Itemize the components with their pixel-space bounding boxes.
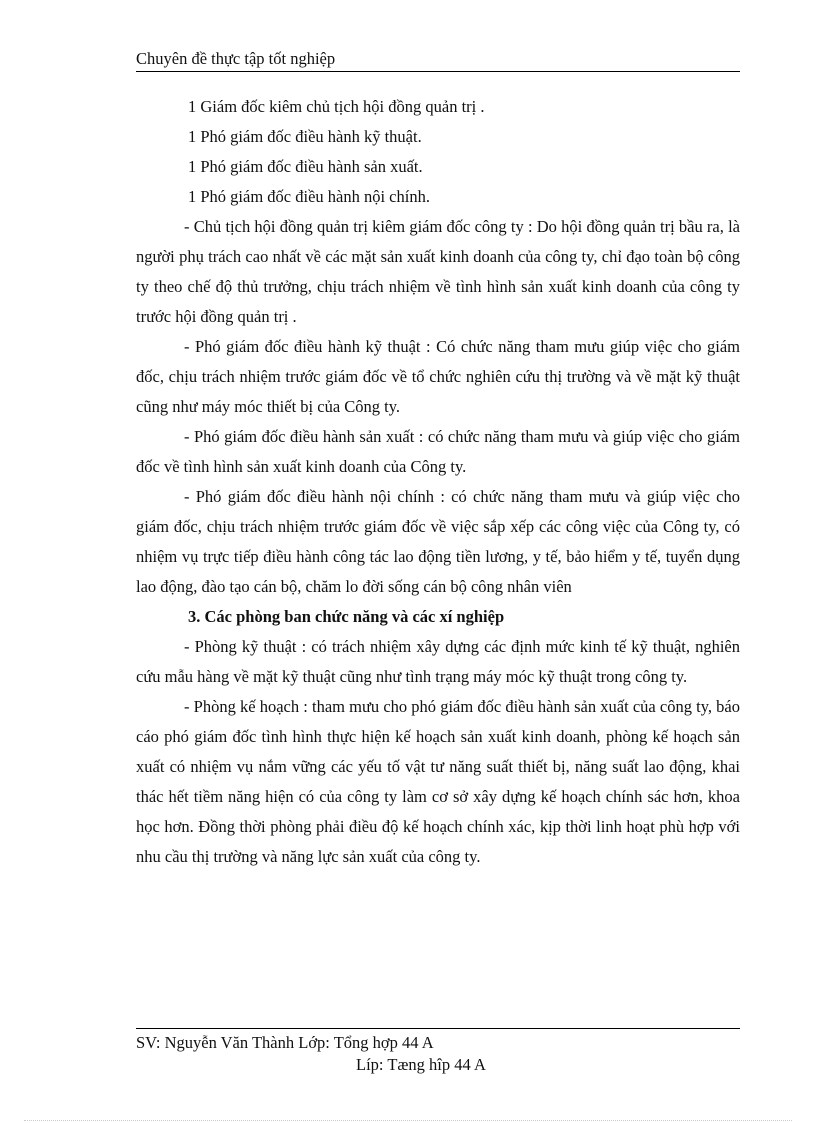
list-item: 1 Giám đốc kiêm chủ tịch hội đồng quản trị .	[188, 97, 485, 116]
page-header	[136, 48, 740, 72]
header-title: Chuyên đề thực tập tốt nghiệp	[136, 49, 336, 68]
document-body	[136, 92, 740, 872]
list-item: 1 Phó giám đốc điều hành sản xuất.	[188, 157, 423, 176]
footer-student-line: SV: Nguyễn Văn Thành Lớp: Tổng hợp 44 A	[136, 1033, 434, 1052]
paragraph-technical-department: - Phòng kỹ thuật : có trách nhiệm xây dựng các định mức kinh tế kỹ thuật, nghiên cứu mẫu hàng về mặt kỹ thuật cũng như tình trạng máy móc kỹ thuật trong công ty.	[136, 637, 740, 686]
paragraph-production-director: - Phó giám đốc điều hành sản xuất : có chức năng tham mưu và giúp việc cho giám đốc về tình hình sản xuất kinh doanh của Công ty.	[136, 427, 740, 476]
paragraph-internal-affairs-director: - Phó giám đốc điều hành nội chính : có chức năng tham mưu và giúp việc cho giám đốc, chịu trách nhiệm trước giám đốc về việc sắp xếp các công việc của Công ty, có nhiệm vụ trực tiếp điều hành công tác lao động tiền lương, y tế, bảo hiểm y tế, tuyển dụng lao động, đào tạo cán bộ, chăm lo đời sống cán bộ công nhân viên	[136, 487, 740, 596]
list-item: 1 Phó giám đốc điều hành nội chính.	[188, 187, 430, 206]
paragraph-chairman: - Chủ tịch hội đồng quản trị kiêm giám đốc công ty : Do hội đồng quản trị bầu ra, là người phụ trách cao nhất về các mặt sản xuất kinh doanh của công ty, chỉ đạo toàn bộ công ty theo chế độ thủ trưởng, chịu trách nhiệm về tình hình sản xuất kinh doanh của công ty trước hội đồng quản trị .	[136, 217, 740, 326]
page-footer	[136, 1028, 740, 1076]
paragraph-technical-director: - Phó giám đốc điều hành kỹ thuật : Có chức năng tham mưu giúp việc cho giám đốc, chịu trách nhiệm trước giám đốc về tổ chức nghiên cứu thị trường và về mặt kỹ thuật cũng như máy móc thiết bị của Công ty.	[136, 337, 740, 416]
section-heading: 3. Các phòng ban chức năng và các xí nghiệp	[188, 607, 505, 626]
footer-class-line: Líp: Tæng hîp 44 A	[356, 1055, 486, 1074]
list-item: 1 Phó giám đốc điều hành kỹ thuật.	[188, 127, 422, 146]
page-edge-divider	[24, 1120, 792, 1121]
paragraph-planning-department: - Phòng kế hoạch : tham mưu cho phó giám đốc điều hành sản xuất của công ty, báo cáo phó giám đốc tình hình thực hiện kế hoạch sản xuất kinh doanh, phòng kế hoạch sản xuất có nhiệm vụ nắm vững các yếu tố vật tư năng suất thiết bị, năng suất lao động, khai thác hết tiềm năng hiện có của công ty làm cơ sở xây dựng kế hoạch chính sác hơn, khoa học hơn. Đồng thời phòng phải điều độ kế hoạch chính xác, kịp thời linh hoạt phù hợp với nhu cầu thị trường và năng lực sản xuất của công ty.	[136, 697, 740, 866]
